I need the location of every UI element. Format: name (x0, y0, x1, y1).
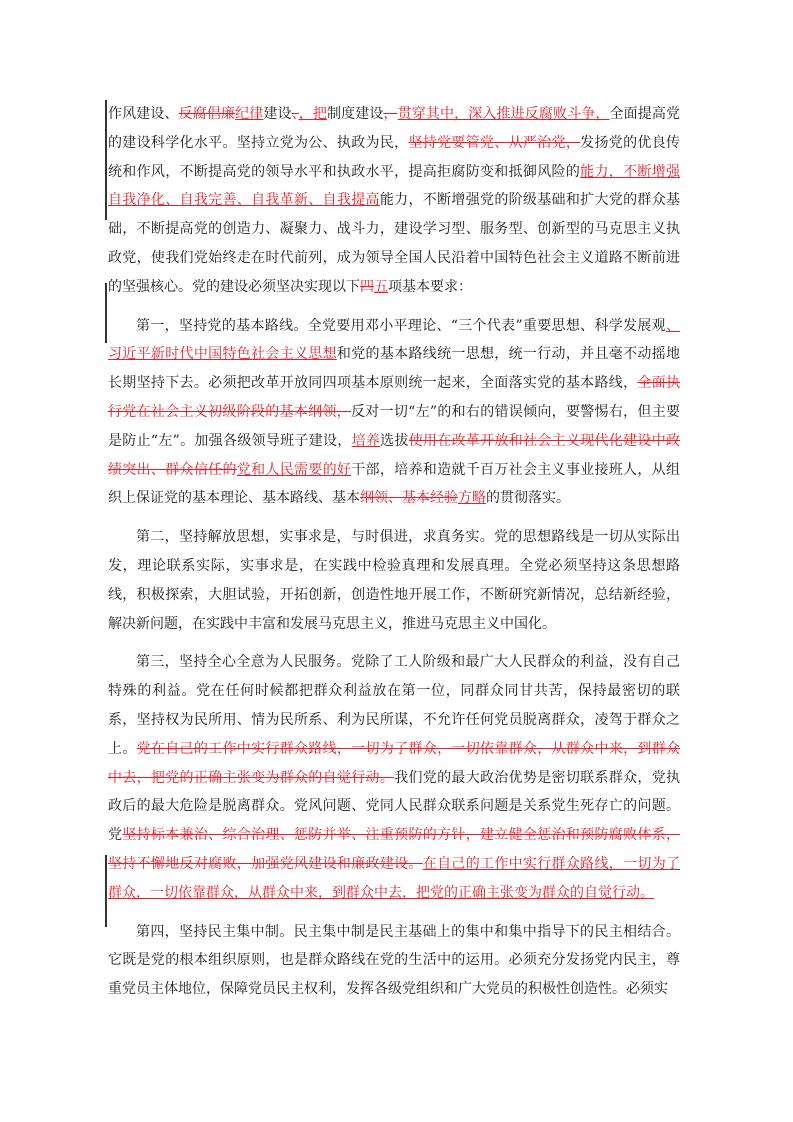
deleted-text: 反腐倡廉 (178, 106, 236, 122)
inserted-text: 、习近平新时代中国特色社会主义思想 (108, 317, 680, 363)
body-text: 能力，不断增强党的阶级基础和扩大党的群众基础，不断提高党的创造力、凝聚力、战斗力，建设学习型、服务型、创新型的马克思主义执政党，使我们党始终走在时代前列，成为领导全国人民沿着中国特色社会主义道路不断前进的坚强核心。党的建设必须坚决实现以下 (108, 192, 681, 295)
paragraph (108, 523, 680, 638)
deleted-text: 坚持党要管党、从严治党， (408, 134, 581, 151)
inserted-text: 贯穿其中，深入推进反腐败斗争， (397, 106, 610, 122)
deleted-text: 四 (360, 278, 374, 295)
inserted-text: 在自己的工作中实行群众路线，一切为了群众，一切依靠群众，从群众中来，到群众中去，把党的正确主张变为群众的自觉行动。 (108, 855, 681, 901)
body-text: 制度建设 (327, 106, 384, 122)
inserted-text: 纪律 (235, 106, 264, 122)
paragraph (108, 648, 680, 907)
body-text: 和党的基本路线统一思想，统一行动，并且毫不动摇地长期坚持下去。必须把改革开放同四项基本原则统一起来，全面落实党的基本路线， (108, 346, 680, 392)
body-text: 干部，培养和造就千百万社会主义事业接班人，从组织上保证党的基本理论、基本路线、基本 (108, 461, 681, 507)
revision-bar-1 (105, 100, 107, 220)
revision-bar-3 (105, 855, 107, 927)
inserted-text: ，把 (298, 106, 327, 122)
body-text: 第四，坚持民主集中制。民主集中制是民主基础上的集中和集中指导下的民主相结合。它既是党的根本组织原则，也是群众路线在党的生活中的运用。必须充分发扬党内民主，尊重党员主体地位，保障党员民主权利，发挥各级党组织和广大党员的积极性创造性。必须实 (108, 923, 680, 998)
body-text: 反对一切“左”的和右的错误倾向，要警惕右，但主要是防止“左”。加强各级领导班子建设， (108, 403, 680, 449)
body-text: 发扬党的优良传统和作风，不断提高党的领导水平和执政水平，提高拒腐防变和抵御风险的 (108, 134, 681, 180)
paragraph (108, 918, 680, 1004)
body-text: 第二，坚持解放思想，实事求是，与时俱进，求真务实。党的思想路线是一切从实际出发，理论联系实际，实事求是，在实践中检验真理和发展真理。全党必须坚持这条思想路线，积极探索，大胆试验，开拓创新，创造性地开展工作，不断研究新情况，总结新经验，解决新问题，在实践中丰富和发展马克思主义，推进马克思主义中国化。 (108, 529, 680, 632)
paragraph (108, 100, 680, 302)
body-text: 选拔 (380, 432, 409, 449)
deleted-text: 全面执行党在社会主义初级阶段的基本纲领， (108, 375, 681, 420)
body-text: 我们党的最大政治优势是密切联系群众，党执政后的最大危险是脱离群众。党风问题、党同人民群众联系问题是关系党生死存亡的问题。党 (108, 769, 681, 844)
deleted-text: 纲领、基本经验 (360, 490, 458, 507)
inserted-text: 党和人民需要的好 (236, 461, 352, 478)
body-text: 第一，坚持党的基本路线。全党要用邓小平理论、“三个代表”重要思想、科学发展观 (136, 317, 666, 334)
body-text: 项基本要求： (388, 278, 472, 295)
body-text: 全面提高党的建设科学化水平。坚持立党为公、执政为民， (108, 106, 680, 151)
revision-bar-2 (105, 283, 107, 343)
inserted-text: 能力，不断增强自我净化、自我完善、自我革新、自我提高 (108, 163, 681, 209)
deleted-text: 、 (291, 106, 299, 122)
inserted-text: 方略 (458, 490, 486, 507)
deleted-text: 使用在改革开放和社会主义现代化建设中政绩突出、群众信任的 (108, 432, 681, 478)
inserted-text: 五 (374, 278, 388, 295)
deleted-text: 坚持标本兼治、综合治理、惩防并举、注重预防的方针，建立健全惩治和预防腐败体系，坚持不懈地反对腐败，加强党风建设和廉政建设。 (108, 827, 681, 872)
inserted-text: 培养 (351, 432, 381, 449)
document-body (108, 100, 680, 1014)
body-text: 的贯彻落实。 (486, 490, 570, 507)
deleted-text: 党在自己的工作中实行群众路线，一切为了群众，一切依靠群众，从群众中来，到群众中去，把党的正确主张变为群众的自觉行动。 (108, 740, 681, 786)
deleted-text: ， (383, 106, 398, 122)
body-text: 第三，坚持全心全意为人民服务。党除了工人阶级和最广大人民群众的利益，没有自己特殊的利益。党在任何时候都把群众利益放在第一位，同群众同甘共苦，保持最密切的联系，坚持权为民所用、情为民所系、利为民所谋，不允许任何党员脱离群众，凌驾于群众之上。 (108, 654, 680, 757)
body-text: 建设 (263, 106, 292, 122)
paragraph (108, 312, 680, 514)
body-text: 作风建设、 (108, 106, 179, 122)
